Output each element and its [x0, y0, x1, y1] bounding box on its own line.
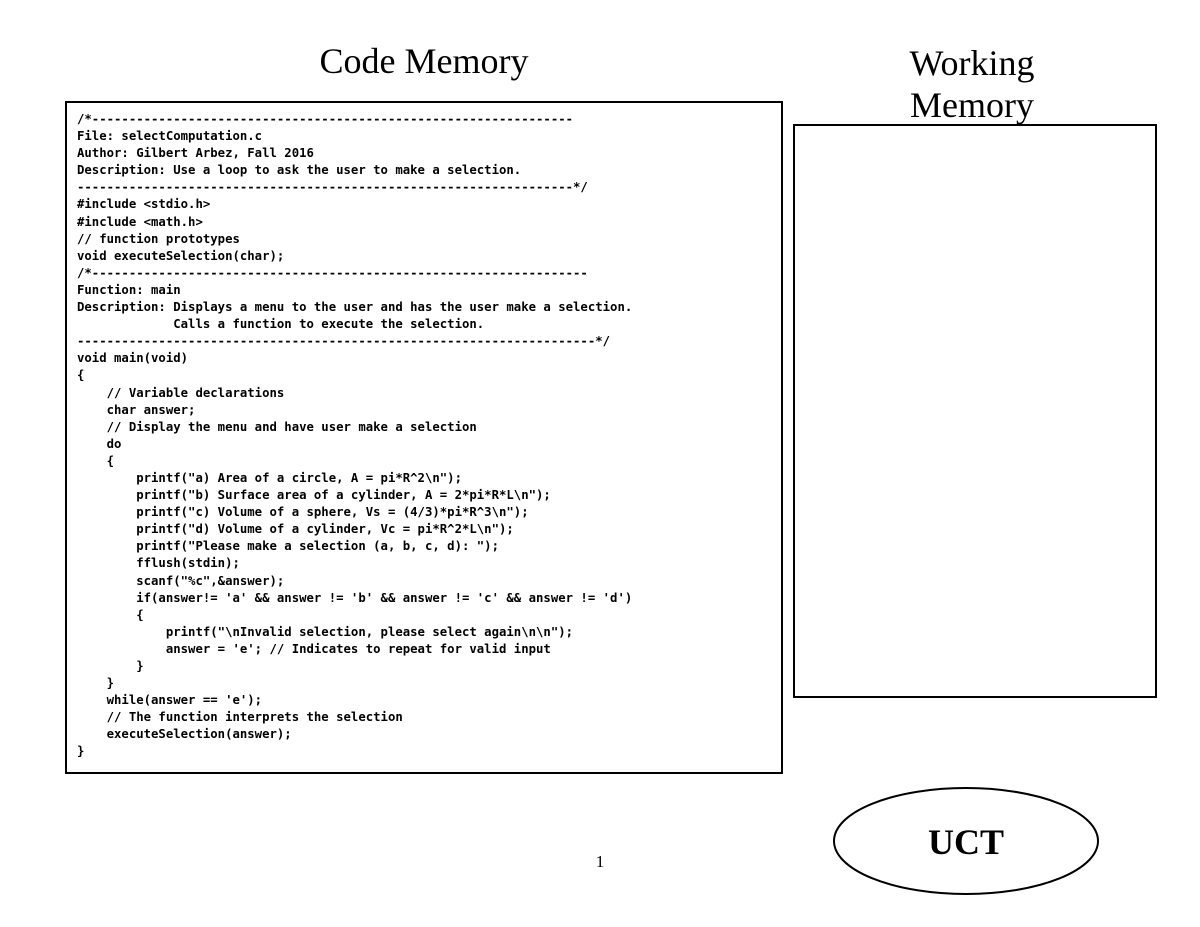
code-line: printf("Please make a selection (a, b, c, d): ");: [77, 539, 499, 554]
code-line: char answer;: [77, 402, 196, 417]
code-line: {: [77, 453, 115, 468]
code-line: #include <stdio.h>: [77, 197, 211, 212]
code-line: void main(void): [77, 351, 189, 366]
code-line: printf("\nInvalid selection, please select again\n\n");: [77, 624, 574, 639]
code-line: executeSelection(answer);: [77, 727, 292, 742]
code-line: Calls a function to execute the selection.: [77, 317, 485, 332]
code-line: printf("d) Volume of a cylinder, Vc = pi*R^2*L\n");: [77, 522, 514, 537]
page-number: 1: [595, 852, 605, 871]
code-listing: [77, 111, 632, 761]
code-line: }: [77, 744, 85, 759]
code-line: while(answer == 'e');: [77, 693, 263, 708]
code-line: printf("b) Surface area of a cylinder, A = 2*pi*R*L\n");: [77, 488, 551, 503]
working-memory-title-line2: Memory: [910, 85, 1034, 125]
code-line: do: [77, 436, 122, 451]
code-line: // function prototypes: [77, 231, 240, 246]
code-line: {: [77, 368, 85, 383]
code-line: Author: Gilbert Arbez, Fall 2016: [77, 146, 314, 161]
code-line: printf("a) Area of a circle, A = pi*R^2\n");: [77, 470, 462, 485]
code-line: Description: Use a loop to ask the user to make a selection.: [77, 163, 522, 178]
code-line: // The function interprets the selection: [77, 710, 403, 725]
code-line: ----------------------------------------------------------------------*/: [77, 334, 611, 349]
working-memory-title: [870, 42, 1074, 126]
working-memory-panel: [793, 124, 1157, 698]
code-memory-panel: [65, 101, 783, 774]
uct-ellipse: [830, 785, 1105, 900]
code-line: if(answer!= 'a' && answer != 'b' && answer != 'c' && answer != 'd'): [77, 590, 633, 605]
code-line: #include <math.h>: [77, 214, 203, 229]
code-line: }: [77, 659, 144, 673]
code-line: void executeSelection(char);: [77, 248, 285, 263]
uct-label: UCT: [927, 822, 1005, 862]
code-line: // Display the menu and have user make a selection: [77, 419, 477, 434]
code-memory-title: Code Memory: [319, 41, 529, 81]
code-line: File: selectComputation.c: [77, 129, 263, 144]
code-line: printf("c) Volume of a sphere, Vs = (4/3)*pi*R^3\n");: [77, 505, 529, 520]
code-line: Function: main: [77, 282, 181, 297]
working-memory-title-line1: Working: [909, 43, 1035, 83]
code-line: // Variable declarations: [77, 385, 285, 400]
code-line: answer = 'e'; // Indicates to repeat for valid input: [77, 641, 551, 656]
code-line: -------------------------------------------------------------------*/: [77, 180, 588, 195]
code-line: Description: Displays a menu to the user and has the user make a selection.: [77, 300, 633, 315]
code-line: scanf("%c",&answer);: [77, 573, 285, 588]
code-line: {: [77, 607, 144, 622]
code-line: }: [77, 676, 115, 691]
code-line: /*-------------------------------------------------------------------: [77, 265, 588, 280]
code-line: fflush(stdin);: [77, 556, 240, 571]
code-line: /*-----------------------------------------------------------------: [77, 112, 574, 126]
